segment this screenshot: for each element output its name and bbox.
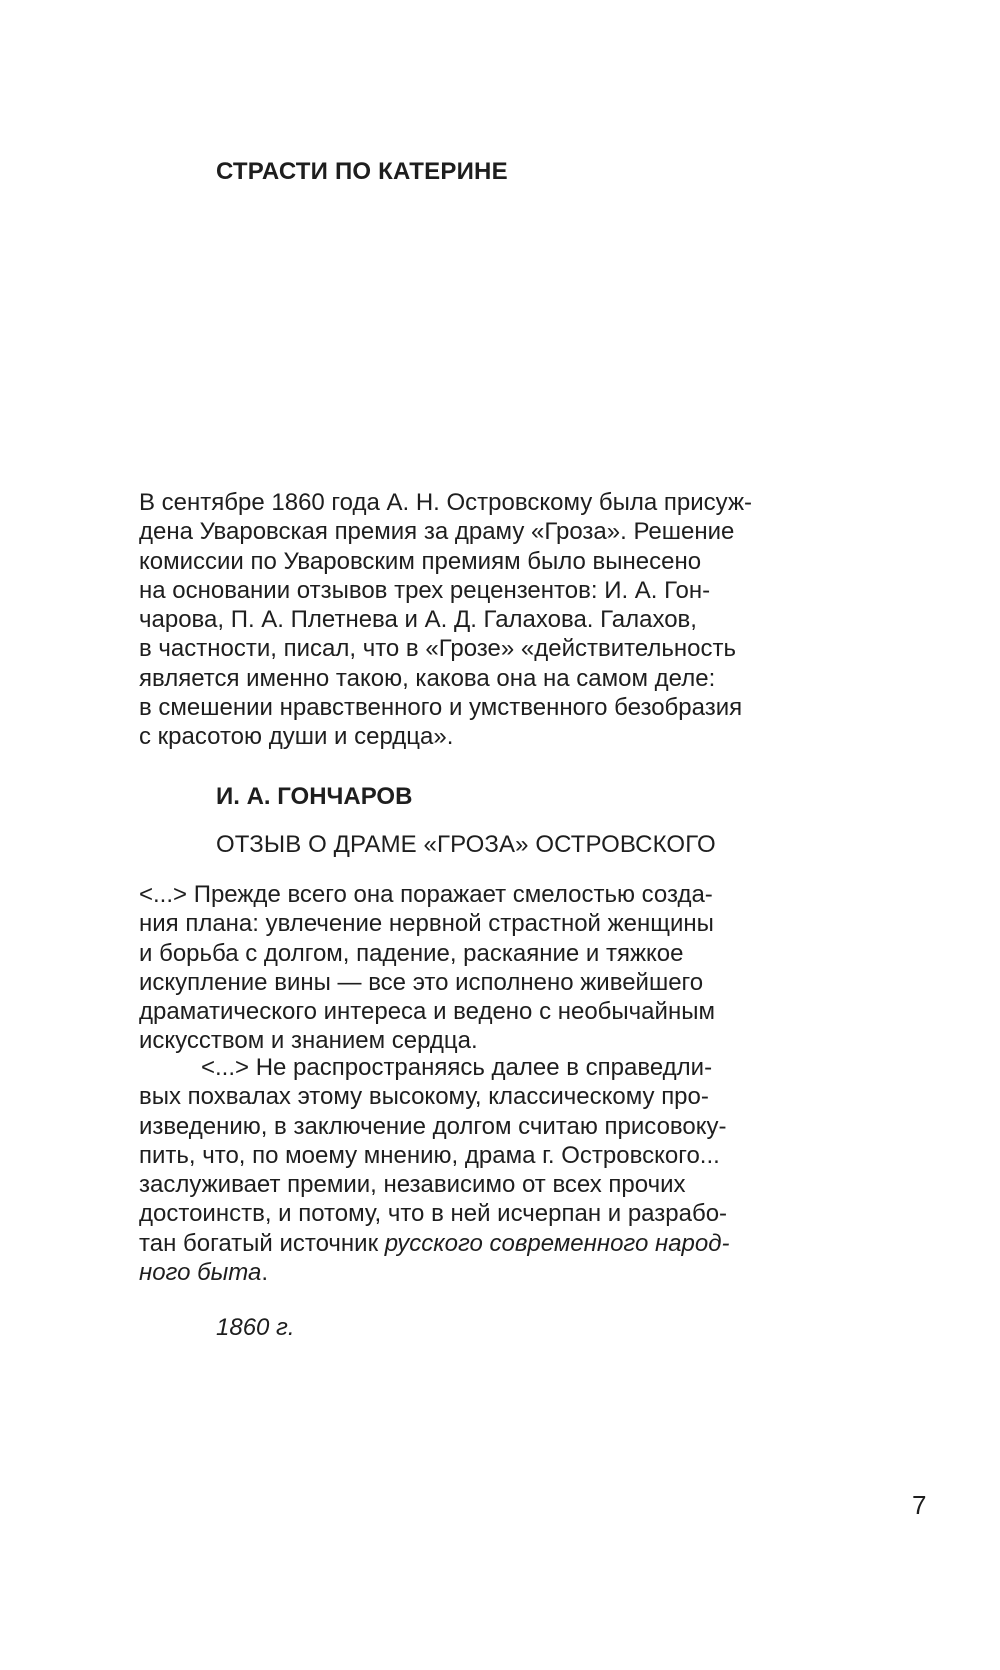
section-title: СТРАСТИ ПО КАТЕРИНЕ: [216, 158, 508, 185]
quote-line: <...> Не распространяясь далее в справедли-: [201, 1054, 713, 1081]
quote-line: достоинств, и потому, что в ней исчерпан и разрабо-: [139, 1200, 728, 1228]
quote-line: искусством и знанием сердца.: [139, 1027, 478, 1055]
intro-line: в частности, писал, что в «Грозе» «действительность: [139, 635, 736, 663]
intro-line: является именно такою, какова она на самом деле:: [139, 664, 716, 692]
intro-line: с красотою души и сердца».: [139, 723, 454, 751]
quote-line: [139, 1229, 959, 1258]
quote-line: <...> Прежде всего она поражает смелостью созда-: [139, 881, 713, 908]
quote-line: и борьба с долгом, падение, раскаяние и тяжкое: [139, 939, 684, 967]
intro-line: чарова, П. А. Плетнева и А. Д. Галахова. Галахов,: [139, 606, 697, 634]
quote-line: пить, что, по моему мнению, драма г. Островского...: [139, 1141, 720, 1169]
quote-emphasis: русского современного народ-: [384, 1229, 730, 1257]
intro-line: комиссии по Уваровским премиям было вынесено: [139, 547, 702, 575]
page-number: 7: [912, 1490, 927, 1520]
quote-paragraph-2: [139, 1053, 959, 1287]
quote-line: вых похвалах этому высокому, классическому про-: [139, 1083, 709, 1111]
quote-paragraph-1: [139, 880, 959, 1056]
quote-text: тан богатый источник: [139, 1229, 385, 1257]
author-heading: И. А. ГОНЧАРОВ: [216, 783, 413, 810]
work-title: ОТЗЫВ О ДРАМЕ «ГРОЗА» ОСТРОВСКОГО: [216, 831, 716, 858]
quote-line: ния плана: увлечение нервной страстной женщины: [139, 910, 714, 938]
intro-line: В сентябре 1860 года А. Н. Островскому была присуж-: [139, 489, 752, 516]
quote-line: изведению, в заключение долгом считаю присовоку-: [139, 1112, 727, 1140]
quote-date: 1860 г.: [216, 1314, 295, 1341]
quote-line: искупление вины — все это исполнено живейшего: [139, 968, 704, 996]
quote-line: заслуживает премии, независимо от всех прочих: [139, 1171, 686, 1199]
intro-paragraph: [139, 488, 959, 752]
intro-line: на основании отзывов трех рецензентов: И. А. Гон-: [139, 576, 711, 604]
intro-line: в смешении нравственного и умственного безобразия: [139, 694, 743, 722]
quote-line: [139, 1258, 959, 1287]
quote-text: .: [261, 1259, 269, 1287]
intro-line: дена Уваровская премия за драму «Гроза». Решение: [139, 518, 735, 546]
quote-line: драматического интереса и ведено с необычайным: [139, 998, 715, 1026]
quote-emphasis: ного быта: [139, 1259, 262, 1287]
